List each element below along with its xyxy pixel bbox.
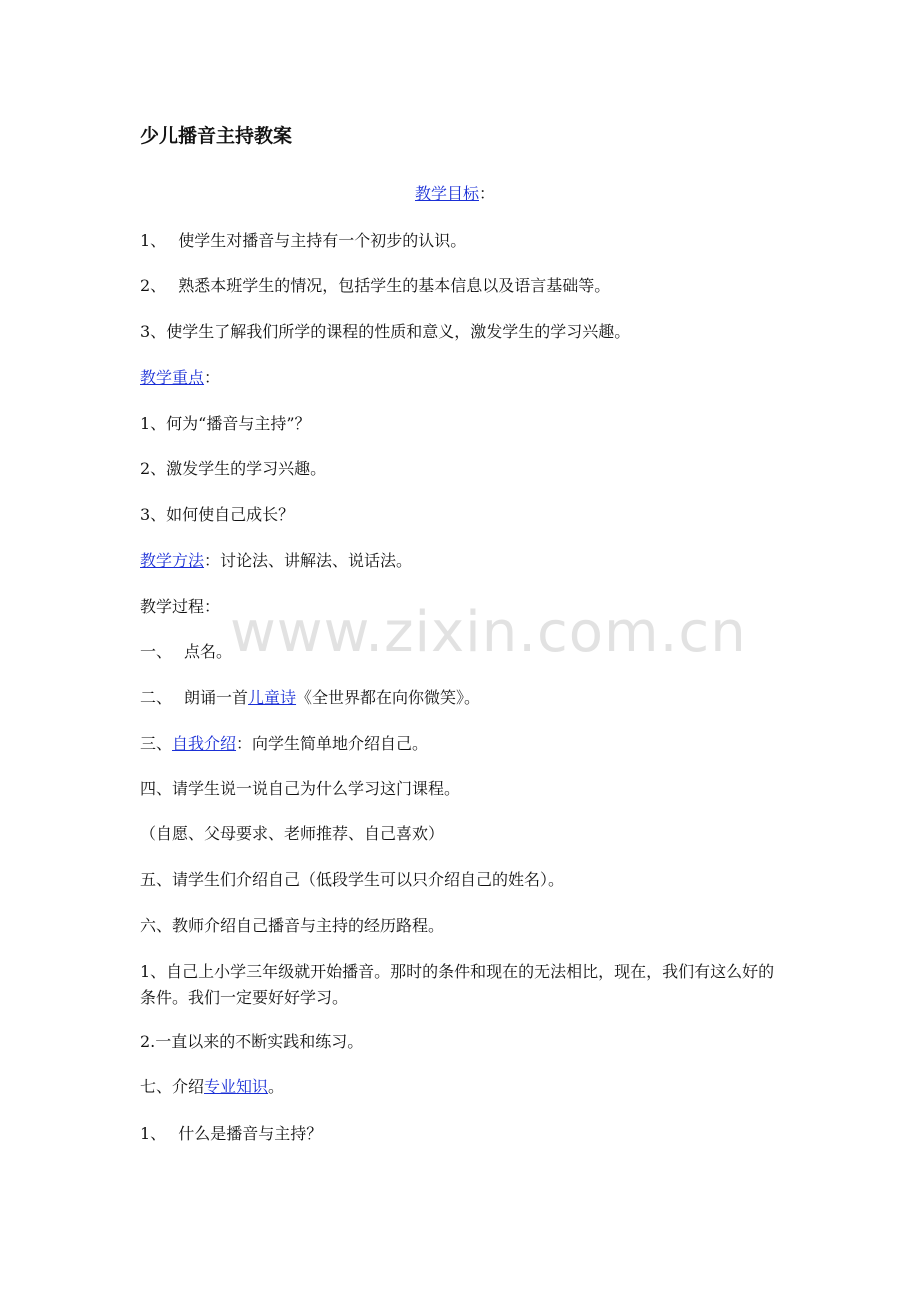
process-step-4-note: （自愿、父母要求、老师推荐、自己喜欢） — [140, 824, 445, 843]
professional-knowledge-link[interactable]: 专业知识 — [204, 1077, 269, 1096]
objective-num: 3、 — [140, 322, 167, 341]
key-point-item-2: 2、激发学生的学习兴趣。 — [140, 459, 327, 478]
process-step-7-item-1 — [140, 1121, 790, 1147]
process-step-1 — [140, 639, 790, 665]
objective-item-1 — [140, 228, 790, 254]
process-step-6-item-2: 2.一直以来的不断实践和练习。 — [140, 1032, 364, 1051]
objective-item-2 — [140, 273, 790, 299]
watermark: www.zixin.com.cn — [230, 600, 747, 665]
process-step-3 — [140, 731, 790, 757]
process-step-5: 五、请学生们介绍自己（低段学生可以只介绍自己的姓名）。 — [140, 870, 565, 889]
objective-item-3 — [140, 319, 790, 345]
step-text: 什么是播音与主持？ — [178, 1124, 323, 1143]
step-num: 三、 — [140, 734, 173, 753]
step-text: 点名。 — [184, 642, 233, 661]
process-step-7 — [140, 1074, 790, 1100]
objectives-heading-suffix: ： — [479, 184, 496, 203]
step-text-suffix: 。 — [268, 1077, 285, 1096]
key-points-link[interactable]: 教学重点 — [140, 368, 205, 387]
methods-text: ：讨论法、讲解法、说话法。 — [204, 551, 413, 570]
key-point-item-3: 3、如何使自己成长？ — [140, 505, 295, 524]
step-num: 1、 — [140, 1124, 167, 1143]
key-points-heading — [140, 365, 790, 391]
children-poem-link[interactable]: 儿童诗 — [248, 688, 297, 707]
document-title: 少儿播音主持教案 — [140, 125, 293, 147]
objective-text: 熟悉本班学生的情况，包括学生的基本信息以及语言基础等。 — [178, 276, 611, 295]
step-num: 二、 — [140, 688, 173, 707]
objective-num: 2、 — [140, 276, 167, 295]
self-intro-link[interactable]: 自我介绍 — [172, 734, 237, 753]
process-step-2 — [140, 685, 790, 711]
process-heading: 教学过程： — [140, 597, 221, 616]
process-step-6: 六、教师介绍自己播音与主持的经历路程。 — [140, 916, 445, 935]
methods-line — [140, 548, 790, 574]
objectives-link[interactable]: 教学目标 — [414, 184, 479, 203]
methods-link[interactable]: 教学方法 — [140, 551, 205, 570]
step-text: 七、介绍 — [140, 1077, 205, 1096]
step-num: 一、 — [140, 642, 173, 661]
objectives-heading — [0, 181, 910, 207]
process-step-4: 四、请学生说一说自己为什么学习这门课程。 — [140, 779, 461, 798]
key-points-heading-suffix: ： — [204, 368, 221, 387]
step-text-suffix: 《全世界都在向你微笑》。 — [296, 688, 481, 707]
objective-text: 使学生了解我们所学的课程的性质和意义，激发学生的学习兴趣。 — [166, 322, 631, 341]
process-step-6-item-1: 1、自己上小学三年级就开始播音。那时的条件和现在的无法相比，现在，我们有这么好的条件。我们一定要好好学习。 — [140, 962, 775, 1007]
key-point-item-1: 1、何为“播音与主持”？ — [140, 414, 311, 433]
objective-num: 1、 — [140, 231, 167, 250]
step-text-suffix: ：向学生简单地介绍自己。 — [236, 734, 429, 753]
step-text: 朗诵一首 — [184, 688, 249, 707]
objective-text: 使学生对播音与主持有一个初步的认识。 — [178, 231, 467, 250]
